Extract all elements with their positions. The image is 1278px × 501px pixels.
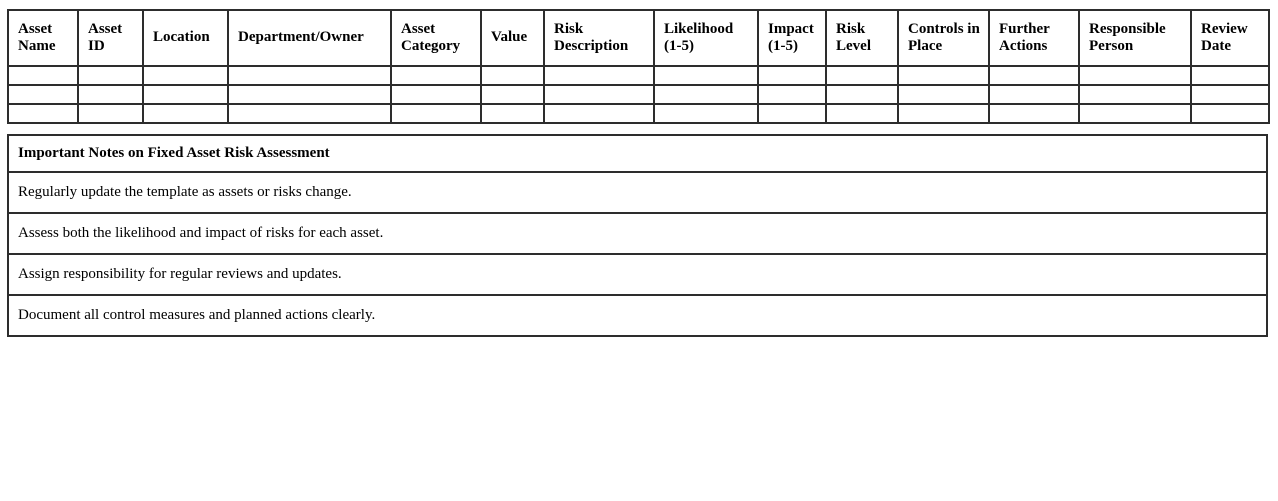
empty-cell [391, 85, 481, 104]
empty-cell [758, 85, 826, 104]
empty-cell [143, 85, 228, 104]
empty-cell [143, 104, 228, 123]
empty-cell [143, 66, 228, 85]
empty-cell [1079, 104, 1191, 123]
empty-cell [1191, 66, 1269, 85]
empty-cell [758, 104, 826, 123]
empty-cell [228, 85, 391, 104]
column-header-review-date: Review Date [1191, 10, 1269, 66]
note-row [8, 254, 1267, 295]
note-item: Assess both the likelihood and impact of risks for each asset. [8, 213, 1267, 254]
asset-table-empty-rows [8, 66, 1269, 123]
column-header-controls-in-place: Controls in Place [898, 10, 989, 66]
empty-cell [1079, 85, 1191, 104]
note-item: Document all control measures and planned actions clearly. [8, 295, 1267, 336]
empty-cell [228, 104, 391, 123]
note-item: Assign responsibility for regular reviews and updates. [8, 254, 1267, 295]
empty-cell [78, 85, 143, 104]
column-header-location: Location [143, 10, 228, 66]
note-item: Regularly update the template as assets or risks change. [8, 172, 1267, 213]
empty-cell [989, 66, 1079, 85]
empty-cell [1191, 104, 1269, 123]
column-header-asset-category: Asset Category [391, 10, 481, 66]
empty-cell [544, 104, 654, 123]
empty-cell [481, 85, 544, 104]
notes-title: Important Notes on Fixed Asset Risk Assessment [8, 135, 1267, 172]
empty-cell [228, 66, 391, 85]
column-header-asset-name: Asset Name [8, 10, 78, 66]
empty-cell [654, 104, 758, 123]
empty-cell [544, 66, 654, 85]
asset-table-header-row [8, 10, 1269, 66]
empty-cell [826, 104, 898, 123]
empty-cell [989, 85, 1079, 104]
column-header-risk-description: Risk Description [544, 10, 654, 66]
empty-cell [758, 66, 826, 85]
table-row [8, 66, 1269, 85]
column-header-value: Value [481, 10, 544, 66]
column-header-further-actions: Further Actions [989, 10, 1079, 66]
empty-cell [78, 104, 143, 123]
column-header-likelihood: Likelihood (1-5) [654, 10, 758, 66]
empty-cell [826, 85, 898, 104]
important-notes-table [7, 134, 1268, 337]
empty-cell [391, 66, 481, 85]
empty-cell [8, 104, 78, 123]
column-header-impact: Impact (1-5) [758, 10, 826, 66]
empty-cell [1191, 85, 1269, 104]
empty-cell [898, 104, 989, 123]
table-row [8, 104, 1269, 123]
empty-cell [1079, 66, 1191, 85]
column-header-responsible-person: Responsible Person [1079, 10, 1191, 66]
empty-cell [898, 66, 989, 85]
column-header-department-owner: Department/Owner [228, 10, 391, 66]
empty-cell [78, 66, 143, 85]
table-row [8, 85, 1269, 104]
column-header-asset-id: Asset ID [78, 10, 143, 66]
empty-cell [544, 85, 654, 104]
note-row [8, 172, 1267, 213]
note-row [8, 295, 1267, 336]
note-row [8, 213, 1267, 254]
empty-cell [8, 66, 78, 85]
empty-cell [989, 104, 1079, 123]
empty-cell [391, 104, 481, 123]
empty-cell [654, 66, 758, 85]
column-header-risk-level: Risk Level [826, 10, 898, 66]
empty-cell [481, 104, 544, 123]
asset-risk-assessment-table [7, 9, 1270, 124]
notes-title-row [8, 135, 1267, 172]
empty-cell [898, 85, 989, 104]
empty-cell [8, 85, 78, 104]
empty-cell [654, 85, 758, 104]
empty-cell [481, 66, 544, 85]
empty-cell [826, 66, 898, 85]
